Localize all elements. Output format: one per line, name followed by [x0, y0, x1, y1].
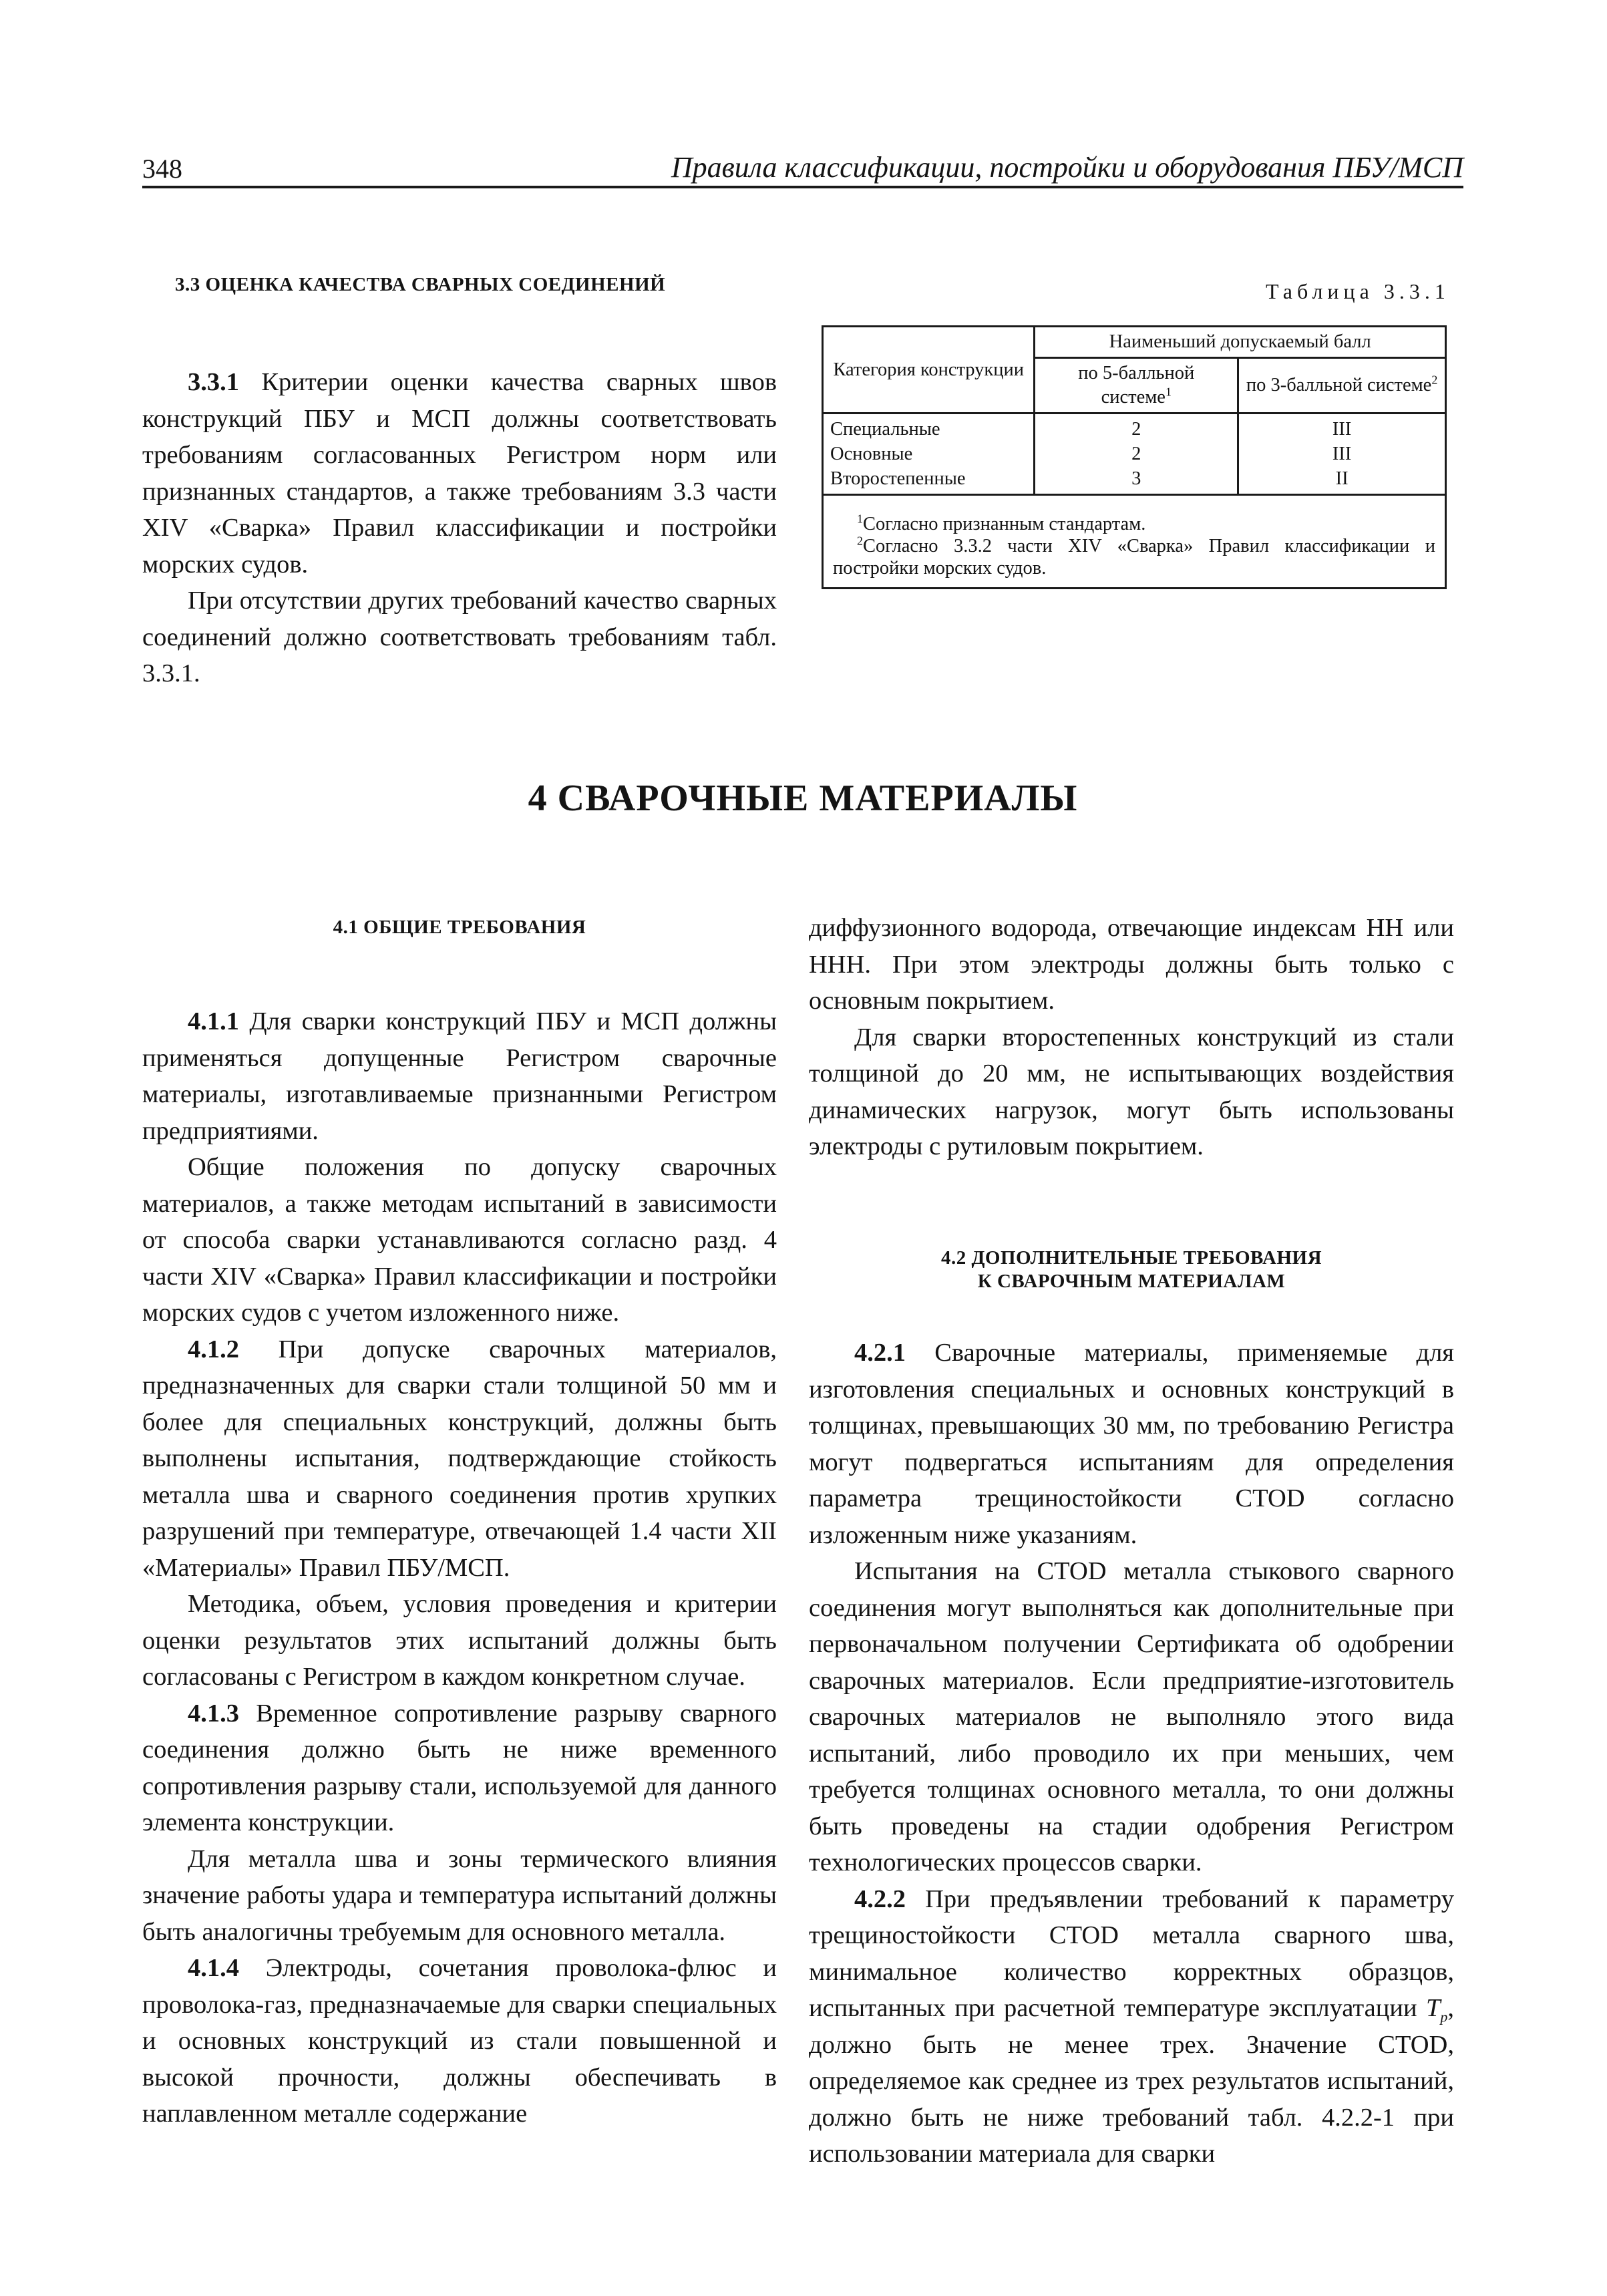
paragraph-text: При допуске сварочных материалов, предназначенных для сварки стали толщиной 50 мм и более для специальных конструкций, должны быть выполнены испытания, подтверждающие стойкость металла шва и сварного соединения против хрупких разрушений при температуре, отвечающей 1.4 части XII «Материалы» Правил ПБУ/МСП.: [142, 1335, 777, 1582]
paragraph-4-2-2: [809, 1881, 1454, 2172]
table-cell: III: [1332, 444, 1352, 464]
paragraph-text: При отсутствии других требований качество сварных соединений должно соответствовать требованиям табл. 3.3.1.: [142, 587, 777, 687]
category-cells: [823, 414, 1035, 495]
three-point-cells: [1238, 414, 1446, 495]
table-cell: III: [1332, 419, 1352, 440]
table-cell: Второстепенные: [830, 468, 966, 489]
paragraph-methodology: [142, 1586, 777, 1695]
section-heading-3-3: 3.3 ОЦЕНКА КАЧЕСТВА СВАРНЫХ СОЕДИНЕНИЙ: [175, 274, 666, 295]
table-cell: 3: [1131, 468, 1141, 489]
header-three-point: по 3-балльной системе$^2$: [1238, 358, 1446, 414]
clause-number: 3.3.1: [188, 368, 239, 396]
paragraph-text: диффузионного водорода, отвечающие индексам НН или ННН. При этом электроды должны быть только с основным покрытием.: [809, 914, 1454, 1015]
paragraph-text: Электроды, сочетания проволока-флюс и проволока-газ, предназначаемые для сварки специальных и основных конструкций из стали повышенной и высокой прочности, должны обеспечивать в наплавленном металле содержание: [142, 1954, 777, 2128]
table-cell: Основные: [830, 444, 913, 464]
clause-number: 4.2.2: [854, 1884, 906, 1913]
paragraph-text: Временное сопротивление разрыву сварного соединения должно быть не ниже временного сопротивления разрыву стали, используемой для данного элемента конструкции.: [142, 1699, 777, 1836]
paragraph-text: Для сварки второстепенных конструкций из стали толщиной до 20 мм, не испытывающих воздействия динамических нагрузок, могут быть использованы электроды с рутиловым покрытием.: [809, 1023, 1454, 1160]
section-3-3-body: [142, 364, 777, 692]
paragraph-text: Методика, объем, условия проведения и критерии оценки результатов этих испытаний должны быть согласованы с Регистром в каждом конкретном случае.: [142, 1590, 777, 1691]
temperature-symbol: $T_p$: [1425, 1994, 1448, 2025]
paragraph-3-3-1: [142, 364, 777, 583]
paragraph-4-1-3: [142, 1695, 777, 1841]
paragraph-4-1-4: [142, 1950, 777, 2132]
header-category: Категория конструкции: [823, 327, 1035, 414]
running-title: Правила классификации, постройки и оборудования ПБУ/МСП: [671, 151, 1463, 184]
table-cell: 2: [1131, 444, 1141, 464]
paragraph-4-1-2: [142, 1331, 777, 1587]
table-cell: Специальные: [830, 419, 940, 440]
paragraph-text: Общие положения по допуску сварочных материалов, а также методам испытаний в зависимости от способа сварки устанавливаются согласно разд. 4 части XIV «Сварка» Правил классификации и постройки морских судов с учетом изложенного ниже.: [142, 1153, 777, 1327]
header-min-score: Наименьший допускаемый балл: [1035, 327, 1446, 358]
section-4-2-body: [809, 1335, 1454, 2172]
table-notes: [823, 495, 1446, 589]
paragraph-continuation: [809, 910, 1454, 1019]
paragraph-text: , должно быть не менее трех. Значение CTOD, определяемое как среднее из трех результатов испытаний, должно быть не ниже требований табл. 4.2.2-1 при использовании материала для сварки: [809, 1994, 1455, 2168]
section-heading-line: 4.2 ДОПОЛНИТЕЛЬНЫЕ ТРЕБОВАНИЯ: [940, 1247, 1322, 1269]
chapter-title: 4 СВАРОЧНЫЕ МАТЕРИАЛЫ: [528, 778, 1078, 819]
section-heading-4-1: 4.1 ОБЩИЕ ТРЕБОВАНИЯ: [333, 917, 586, 938]
page-number: 348: [142, 154, 182, 184]
paragraph-text: Критерии оценки качества сварных швов конструкций ПБУ и МСП должны соответствовать требованиям согласованных Регистром норм или признанных стандартов, а также требованиям 3.3 части XIV «Сварка» Правил классификации и постройки морских судов.: [142, 368, 777, 579]
paragraph-text: Для металла шва и зоны термического влияния значение работы удара и температура испытаний должны быть аналогичны требуемым для основного металла.: [142, 1844, 777, 1946]
paragraph-text: При предъявлении требований к параметру трещиностойкости CTOD металла сварного шва, минимальное количество корректных образцов, испытанных при расчетной температуре эксплуатации: [809, 1884, 1455, 2022]
table-cell: 2: [1131, 419, 1141, 440]
paragraph-text: Испытания на CTOD металла стыкового сварного соединения могут выполняться как дополнительные при первоначальном получении Сертификата об одобрении сварочных материалов. Если предприятие-изготовитель сварочных материалов не выполняло этого вида испытаний, либо проводило их при меньших, чем требуется толщинах основного металла, то они должны быть проведены на стадии одобрения Регистром технологических процессов сварки.: [809, 1557, 1454, 1876]
paragraph-text: Для сварки конструкций ПБУ и МСП должны применяться допущенные Регистром сварочные материалы, изготавливаемые признанными Регистром предприятиями.: [142, 1007, 777, 1145]
paragraph-3-3-quality: [142, 583, 777, 692]
right-column-top: [809, 910, 1454, 1165]
table-note-1: $^1$Согласно признанным стандартам.: [857, 512, 1146, 534]
table-label: Таблица 3.3.1: [1266, 279, 1450, 303]
section-heading-4-2: [809, 1247, 1454, 1293]
clause-number: 4.2.1: [854, 1339, 906, 1367]
paragraph-4-1-1: [142, 1003, 777, 1149]
clause-number: 4.1.4: [188, 1954, 239, 1982]
clause-number: 4.1.1: [188, 1007, 239, 1035]
five-point-cells: [1035, 414, 1238, 495]
paragraph-4-2-1: [809, 1335, 1454, 1553]
table-note-2: $^2$Согласно 3.3.2 части XIV «Сварка» Правил классификации и постройки морских судов.: [833, 534, 1435, 579]
table-3-3-1: [822, 325, 1447, 589]
section-heading-line: К СВАРОЧНЫМ МАТЕРИАЛАМ: [977, 1271, 1286, 1292]
paragraph-secondary-structures: [809, 1019, 1454, 1165]
left-column-body: [142, 1003, 777, 2132]
header-five-point: по 5-балльной системе$^1$: [1035, 358, 1238, 414]
clause-number: 4.1.2: [188, 1335, 239, 1363]
paragraph-text: Сварочные материалы, применяемые для изготовления специальных и основных конструкций в толщинах, превышающих 30 мм, по требованию Регистра могут подвергаться испытаниям для определения параметра трещиностойкости CTOD согласно изложенным ниже указаниям.: [809, 1339, 1455, 1549]
paragraph-haz: [142, 1841, 777, 1951]
clause-number: 4.1.3: [188, 1699, 239, 1728]
running-header: [142, 148, 1463, 188]
paragraph-ctod-tests: [809, 1553, 1454, 1881]
table-cell: II: [1335, 468, 1349, 489]
paragraph-general: [142, 1149, 777, 1331]
